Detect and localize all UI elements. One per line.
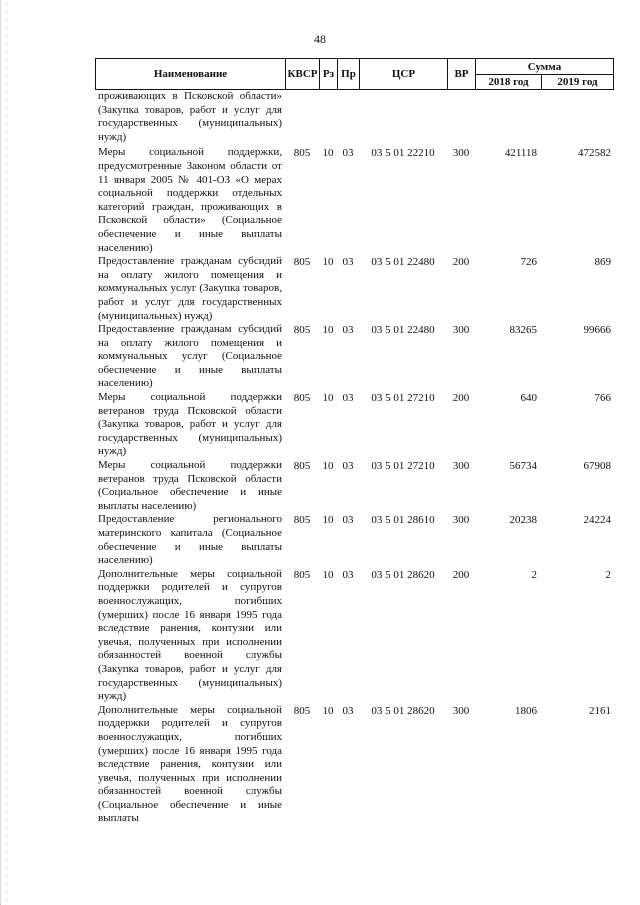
row-csr: 03 5 01 27210	[371, 392, 435, 405]
row-sum-2018: 2	[531, 568, 537, 581]
header-pr: Пр	[338, 59, 360, 90]
row-pr: 03	[342, 147, 354, 160]
header-name: Наименование	[96, 59, 286, 90]
row-sum-2018: 56734	[509, 460, 537, 473]
table-body	[95, 90, 613, 826]
row-sum-2018: 421118	[504, 147, 537, 160]
row-rz: 10	[322, 392, 334, 405]
row-csr: 03 5 01 22210	[371, 147, 435, 160]
row-rz: 10	[322, 460, 334, 473]
row-sum-2019: 24224	[583, 514, 611, 527]
row-kvsr: 805	[293, 704, 311, 717]
row-pr: 03	[342, 704, 354, 717]
table-row	[95, 513, 613, 567]
row-pr: 03	[342, 392, 354, 405]
row-vr: 300	[452, 460, 470, 473]
row-sum-2018: 726	[520, 256, 537, 269]
row-csr: 03 5 01 22480	[371, 256, 435, 269]
row-rz: 10	[322, 568, 334, 581]
row-rz: 10	[322, 324, 334, 337]
row-sum-2019: 472582	[578, 147, 611, 160]
table-row	[95, 323, 613, 391]
row-vr: 300	[452, 704, 470, 717]
row-vr: 200	[452, 392, 470, 405]
row-name: Дополнительные меры социальной поддержки родителей и супругов военнослужащих, погибших (умерших) после 16 января 1995 года вследствие ранения, контузии или увечья, полученных при исполнении обязанностей военной службы (Социальное обеспечение и иные выплаты	[98, 703, 282, 825]
row-csr: 03 5 01 22480	[371, 324, 435, 337]
row-sum-2019: 99666	[583, 324, 611, 337]
row-sum-2018: 1806	[515, 704, 537, 717]
row-name: Дополнительные меры социальной поддержки родителей и супругов военнослужащих, погибших (умерших) после 16 января 1995 года вследствие ранения, контузии или увечья, полученных при исполнении обязанностей военной службы (Закупка товаров, работ и услуг для государственных (муниципальных) нужд)	[98, 567, 282, 703]
row-pr: 03	[342, 514, 354, 527]
continuation-row	[95, 90, 613, 144]
row-name: Предоставление гражданам субсидий на оплату жилого помещения и коммунальных услуг (Социальное обеспечение и иные выплаты населению)	[98, 323, 282, 390]
page-number: 48	[314, 32, 326, 46]
row-vr: 200	[452, 568, 470, 581]
row-kvsr: 805	[293, 392, 311, 405]
row-kvsr: 805	[293, 256, 311, 269]
row-name: Предоставление гражданам субсидий на оплату жилого помещения и коммунальных услуг (Закупка товаров, работ и услуг для государственных (муниципальных) нужд)	[98, 255, 282, 322]
row-csr: 03 5 01 28620	[371, 704, 435, 717]
row-csr: 03 5 01 28620	[371, 568, 435, 581]
row-sum-2018: 20238	[509, 514, 537, 527]
row-rz: 10	[322, 514, 334, 527]
row-sum-2019: 2	[605, 568, 611, 581]
continuation-text: проживающих в Псковской области» (Закупка товаров, работ и услуг для государственных (муниципальных) нужд)	[98, 90, 282, 143]
row-kvsr: 805	[293, 324, 311, 337]
scan-edge	[0, 0, 4, 905]
row-pr: 03	[342, 324, 354, 337]
row-name: Меры социальной поддержки ветеранов труда Псковской области (Социальное обеспечение и иные выплаты населению)	[98, 459, 282, 512]
header-sum: Сумма	[476, 59, 614, 75]
row-kvsr: 805	[293, 460, 311, 473]
row-kvsr: 805	[293, 147, 311, 160]
row-vr: 300	[452, 514, 470, 527]
budget-table	[95, 58, 613, 826]
row-pr: 03	[342, 460, 354, 473]
row-vr: 200	[452, 256, 470, 269]
row-kvsr: 805	[293, 514, 311, 527]
table-header	[95, 58, 614, 90]
row-pr: 03	[342, 256, 354, 269]
row-sum-2019: 869	[594, 256, 611, 269]
table-row	[95, 459, 613, 513]
row-rz: 10	[322, 256, 334, 269]
row-csr: 03 5 01 28610	[371, 514, 435, 527]
row-rz: 10	[322, 147, 334, 160]
row-sum-2019: 2161	[589, 704, 611, 717]
header-kvsr: КВСР	[286, 59, 320, 90]
row-sum-2018: 640	[520, 392, 537, 405]
table-row	[95, 704, 613, 826]
row-kvsr: 805	[293, 568, 311, 581]
table-row	[95, 255, 613, 323]
table-row	[95, 146, 613, 255]
header-2019: 2019 год	[542, 75, 614, 90]
row-name: Предоставление регионального материнского капитала (Социальное обеспечение и иные выплаты населению)	[98, 513, 282, 567]
row-sum-2019: 67908	[583, 460, 611, 473]
row-name: Меры социальной поддержки, предусмотренные Законом области от 11 января 2005 № 401-ОЗ «О мерах социальной поддержки отдельных категорий граждан, проживающих в Псковской области» (Социальное обеспечение и иные выплаты населению)	[98, 146, 282, 254]
header-2018: 2018 год	[476, 75, 542, 90]
row-sum-2018: 83265	[509, 324, 537, 337]
table-row	[95, 391, 613, 459]
table-row	[95, 568, 613, 704]
row-sum-2019: 766	[594, 392, 611, 405]
row-pr: 03	[342, 568, 354, 581]
row-vr: 300	[452, 147, 470, 160]
row-name: Меры социальной поддержки ветеранов труда Псковской области (Закупка товаров, работ и услуг для государственных (муниципальных) нужд)	[98, 391, 282, 458]
row-vr: 300	[452, 324, 470, 337]
header-rz: Рз	[320, 59, 338, 90]
header-vr: ВР	[448, 59, 476, 90]
row-rz: 10	[322, 704, 334, 717]
row-csr: 03 5 01 27210	[371, 460, 435, 473]
header-csr: ЦСР	[360, 59, 448, 90]
